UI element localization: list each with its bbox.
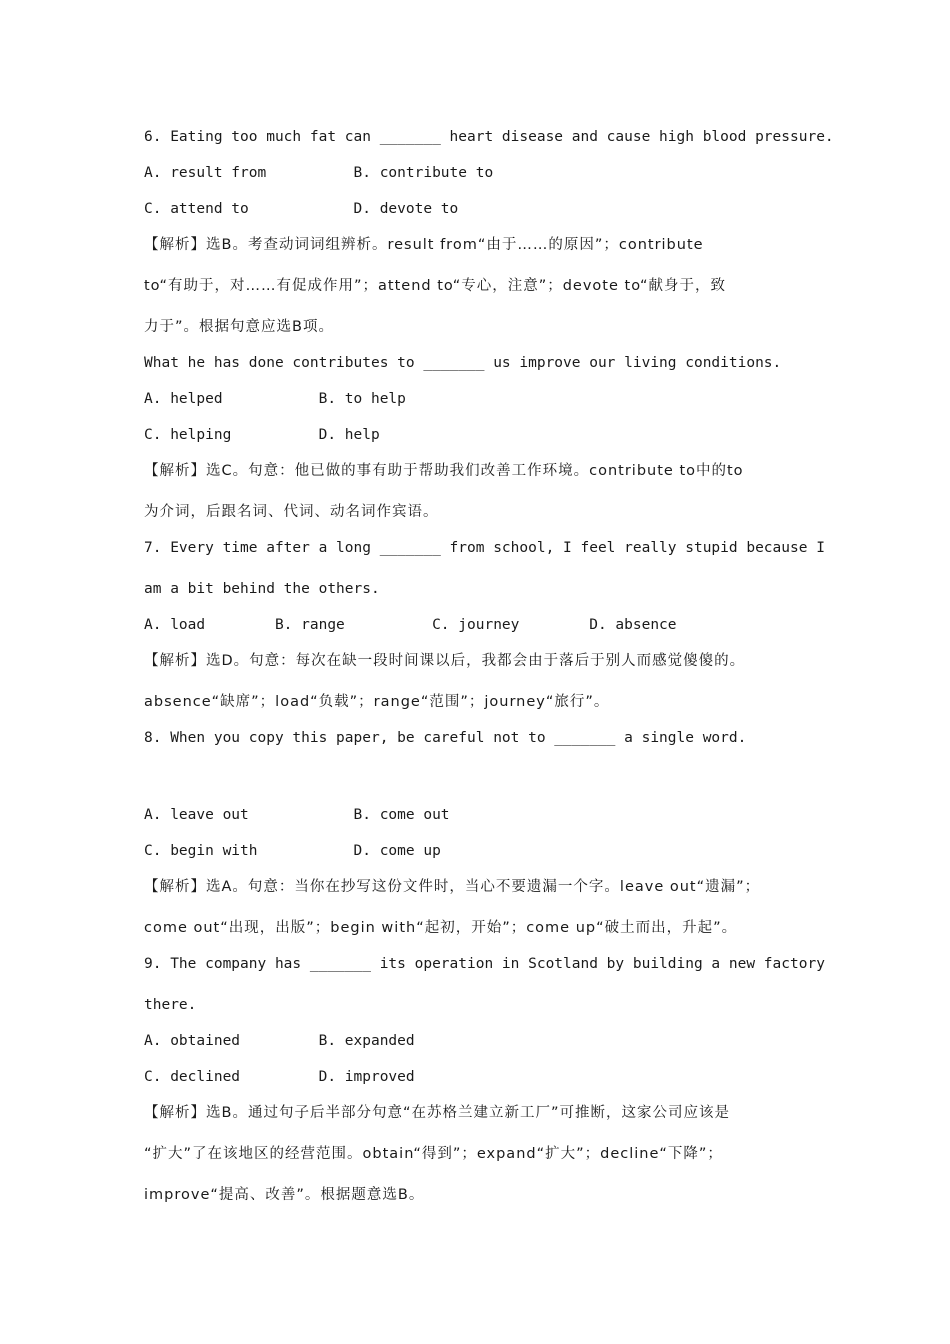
answer-6-line-3: 力于”。根据句意应选B项。: [144, 319, 334, 335]
question-6-options-cd: C. attend to D. devote to: [144, 201, 459, 217]
question-9-line-1: 9. The company has _______ its operation in Scotland by building a new factory: [144, 956, 825, 972]
answer-7-line-1: 【解析】选D。句意：每次在缺一段时间课以后，我都会由于落后于别人而感觉傻傻的。: [144, 653, 746, 669]
question-6-options-ab: A. result from B. contribute to: [144, 165, 494, 181]
question-7-options: A. load B. range C. journey D. absence: [144, 617, 677, 633]
question-9-line-2: there.: [144, 997, 197, 1013]
answer-7-line-2: absence“缺席”；load“负载”；range“范围”；journey“旅行”。: [144, 694, 610, 710]
extra-question-options-cd: C. helping D. help: [144, 427, 380, 443]
extra-answer-line-2: 为介词，后跟名词、代词、动名词作宾语。: [144, 504, 439, 520]
answer-9-line-3: improve“提高、改善”。根据题意选B。: [144, 1187, 425, 1203]
question-8-options-cd: C. begin with D. come up: [144, 843, 441, 859]
question-6: 6. Eating too much fat can _______ heart disease and cause high blood pressure.: [144, 129, 834, 145]
answer-8-line-1: 【解析】选A。句意：当你在抄写这份文件时，当心不要遗漏一个字。leave out“遗漏”；: [144, 879, 761, 895]
answer-9-line-2: “扩大”了在该地区的经营范围。obtain“得到”；expand“扩大”；decline“下降”；: [144, 1146, 723, 1162]
question-9-options-ab: A. obtained B. expanded: [144, 1033, 415, 1049]
answer-6-line-1: 【解析】选B。考查动词词组辨析。result from“由于……的原因”；contribute: [144, 237, 704, 253]
extra-answer-line-1: 【解析】选C。句意：他已做的事有助于帮助我们改善工作环境。contribute to中的to: [144, 463, 744, 479]
question-8: 8. When you copy this paper, be careful not to _______ a single word.: [144, 730, 747, 746]
extra-question: What he has done contributes to _______ us improve our living conditions.: [144, 355, 782, 371]
extra-question-options-ab: A. helped B. to help: [144, 391, 406, 407]
question-7-line-2: am a bit behind the others.: [144, 581, 380, 597]
answer-6-line-2: to“有助于，对……有促成作用”；attend to“专心，注意”；devote to“献身于，致: [144, 278, 727, 294]
answer-8-line-2: come out“出现，出版”；begin with“起初，开始”；come up“破土而出，升起”。: [144, 920, 738, 936]
question-8-options-ab: A. leave out B. come out: [144, 807, 450, 823]
question-7-line-1: 7. Every time after a long _______ from school, I feel really stupid because I: [144, 540, 825, 556]
answer-9-line-1: 【解析】选B。通过句子后半部分句意“在苏格兰建立新工厂”可推断，这家公司应该是: [144, 1105, 730, 1121]
question-9-options-cd: C. declined D. improved: [144, 1069, 415, 1085]
